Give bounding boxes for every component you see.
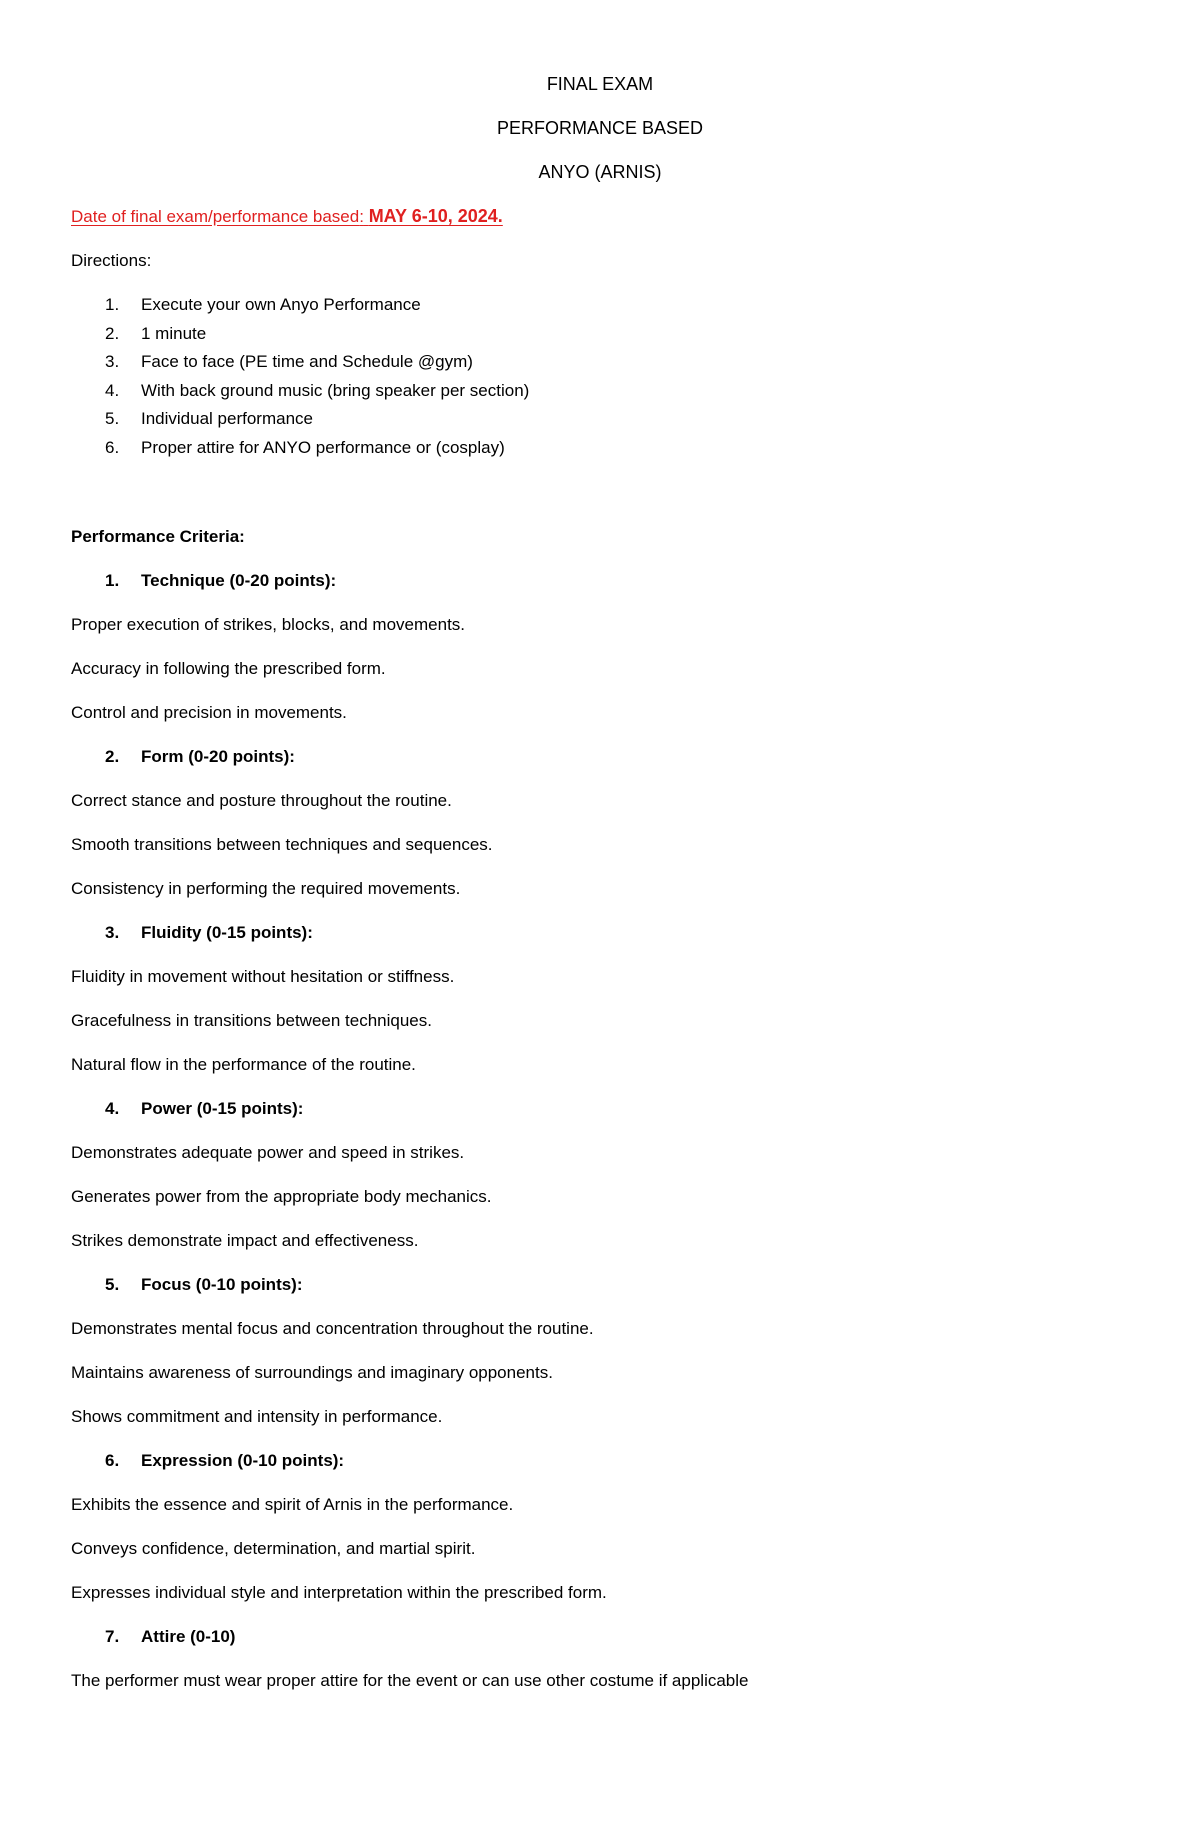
exam-date-line bbox=[71, 205, 1070, 228]
directions-item-text: Execute your own Anyo Performance bbox=[141, 295, 421, 314]
criterion-fluidity-title bbox=[71, 922, 1070, 944]
directions-item-text: 1 minute bbox=[141, 323, 207, 343]
criterion-title-text: Fluidity (0-15 points): bbox=[141, 923, 313, 942]
section-spacer bbox=[71, 465, 1070, 526]
criterion-description: Correct stance and posture throughout the routine. bbox=[71, 791, 452, 810]
criterion-title-text: Power (0-15 points): bbox=[141, 1099, 304, 1118]
directions-item-number: 2. bbox=[105, 323, 120, 343]
criterion-title-text: Form (0-20 points): bbox=[141, 747, 295, 766]
directions-item-text: Individual performance bbox=[141, 409, 313, 428]
directions-item-number: 4. bbox=[105, 380, 120, 400]
criterion-technique-title bbox=[71, 570, 1070, 592]
directions-item-text: Proper attire for ANYO performance or (cosplay) bbox=[141, 437, 505, 457]
criteria-heading: Performance Criteria: bbox=[71, 527, 245, 546]
criterion-attire-title bbox=[71, 1626, 1070, 1648]
directions-item bbox=[71, 380, 1070, 402]
directions-item-number: 5. bbox=[105, 409, 120, 428]
criterion-description: Demonstrates adequate power and speed in strikes. bbox=[71, 1143, 465, 1162]
directions-item bbox=[71, 351, 1070, 373]
criterion-description: Shows commitment and intensity in performance. bbox=[71, 1407, 443, 1426]
directions-item bbox=[71, 323, 1070, 345]
directions-item-text: With back ground music (bring speaker per section) bbox=[141, 380, 530, 400]
criterion-number: 6. bbox=[105, 1451, 120, 1470]
criterion-description: Control and precision in movements. bbox=[71, 703, 347, 722]
exam-date-colon: : bbox=[359, 207, 364, 226]
exam-topic: ANYO (ARNIS) bbox=[538, 162, 662, 182]
directions-item-number: 1. bbox=[105, 295, 120, 314]
directions-item bbox=[71, 437, 1070, 459]
directions-item-text: Face to face (PE time and Schedule @gym) bbox=[141, 352, 473, 371]
exam-title: FINAL EXAM bbox=[546, 74, 654, 94]
directions-list bbox=[71, 294, 1070, 459]
criterion-description: Strikes demonstrate impact and effectiveness. bbox=[71, 1231, 419, 1250]
criterion-description: Natural flow in the performance of the routine. bbox=[71, 1055, 416, 1074]
criterion-description: Fluidity in movement without hesitation or stiffness. bbox=[71, 967, 455, 986]
criterion-number: 2. bbox=[105, 747, 120, 766]
directions-item bbox=[71, 408, 1070, 430]
criterion-number: 7. bbox=[105, 1627, 120, 1646]
criterion-description: Maintains awareness of surroundings and imaginary opponents. bbox=[71, 1363, 553, 1382]
criterion-title-text: Focus (0-10 points): bbox=[141, 1275, 303, 1294]
criterion-description: Generates power from the appropriate body mechanics. bbox=[71, 1187, 492, 1206]
criterion-description: Demonstrates mental focus and concentration throughout the routine. bbox=[71, 1319, 594, 1338]
criterion-title-text: Expression (0-10 points): bbox=[141, 1451, 345, 1470]
criterion-description: Exhibits the essence and spirit of Arnis in the performance. bbox=[71, 1495, 514, 1514]
criterion-number: 4. bbox=[105, 1099, 120, 1118]
criterion-number: 1. bbox=[105, 571, 120, 590]
criterion-form-title bbox=[71, 746, 1070, 768]
criterion-number: 3. bbox=[105, 923, 120, 942]
directions-heading: Directions: bbox=[71, 251, 152, 270]
criterion-title-text: Technique (0-20 points): bbox=[141, 571, 337, 590]
criterion-description: Expresses individual style and interpretation within the prescribed form. bbox=[71, 1583, 607, 1602]
directions-item bbox=[71, 294, 1070, 316]
exam-subtitle: PERFORMANCE BASED bbox=[496, 118, 704, 138]
criterion-focus-title bbox=[71, 1274, 1070, 1296]
criterion-expression-title bbox=[71, 1450, 1070, 1472]
criterion-description: Accuracy in following the prescribed form. bbox=[71, 659, 386, 678]
exam-date-value: MAY 6-10, 2024. bbox=[368, 206, 503, 226]
criterion-description: The performer must wear proper attire for the event or can use other costume if applicable bbox=[71, 1671, 749, 1690]
directions-item-number: 3. bbox=[105, 352, 120, 371]
exam-date-label: Date of final exam/performance based bbox=[71, 207, 360, 226]
criterion-description: Conveys confidence, determination, and martial spirit. bbox=[71, 1539, 476, 1558]
criterion-description: Proper execution of strikes, blocks, and movements. bbox=[71, 615, 466, 634]
criterion-description: Consistency in performing the required movements. bbox=[71, 879, 461, 898]
criterion-description: Gracefulness in transitions between techniques. bbox=[71, 1011, 432, 1030]
criterion-power-title bbox=[71, 1098, 1070, 1120]
criterion-title-text: Attire (0-10) bbox=[141, 1627, 236, 1646]
directions-item-number: 6. bbox=[105, 437, 120, 457]
criterion-description: Smooth transitions between techniques and sequences. bbox=[71, 835, 493, 854]
criterion-number: 5. bbox=[105, 1275, 120, 1294]
